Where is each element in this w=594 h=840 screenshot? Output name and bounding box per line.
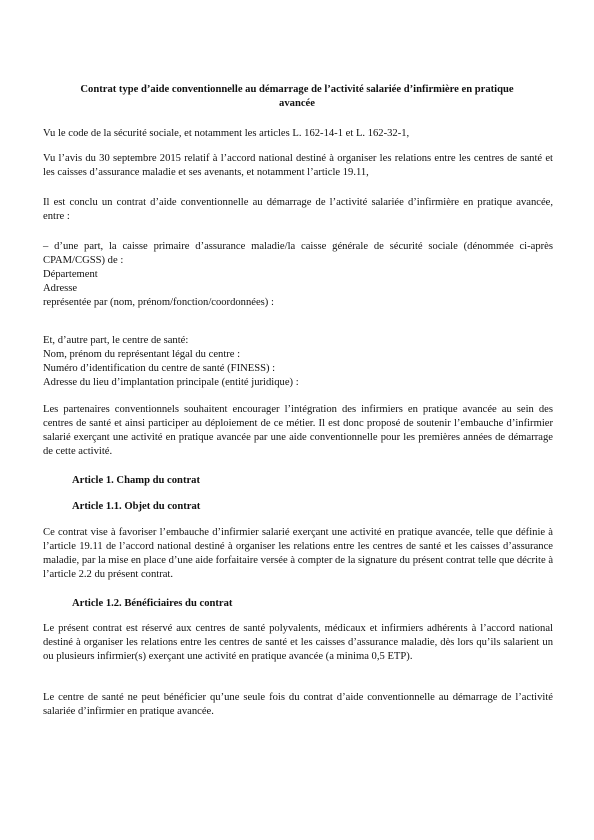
heading-article-1: Article 1. Champ du contrat [72,475,200,486]
paragraph-une-seule-fois: Le centre de santé ne peut bénéficier qu’une seule fois du contrat d’aide conventionnelle au démarrage de l’activité salariée d’infirmier en pratique avancée. [43,692,553,717]
paragraph-vu-avis: Vu l’avis du 30 septembre 2015 relatif à l’accord national destiné à organiser les relations entre les centres de santé et les caisses d’assurance maladie et ses avenants, et notamment l’article 19.11, [43,153,553,178]
party-one-intro: – d’une part, la caisse primaire d’assurance maladie/la caisse générale de sécurité sociale (dénommée ci-après CPAM/CGSS) de : [43,241,553,266]
party-one-departement: Département [43,269,98,280]
party-two-finess: Numéro d’identification du centre de santé (FINESS) : [43,363,276,374]
party-two-representant: Nom, prénom du représentant légal du centre : [43,349,241,360]
paragraph-vu-code: Vu le code de la sécurité sociale, et notamment les articles L. 162-14-1 et L. 162-32-1, [43,128,410,139]
paragraph-beneficiaires: Le présent contrat est réservé aux centres de santé polyvalents, médicaux et infirmiers adhérents à l’accord national destiné à organiser les relations entre les centres de santé et les caisses d’assurance maladie, dès lors qu’ils salarient un ou plusieurs infirmier(s) exerçant une activité en pratique avancée (a minima 0,5 ETP). [43,623,553,662]
paragraph-conclu: Il est conclu un contrat d’aide conventionnelle au démarrage de l’activité salariée d’infirmière en pratique avancée, entre : [43,197,553,222]
document-title: Contrat type d’aide conventionnelle au démarrage de l’activité salariée d’infirmière en pratique avancée [80,84,514,109]
party-two-intro: Et, d’autre part, le centre de santé: [43,335,189,346]
party-one-representee: représentée par (nom, prénom/fonction/coordonnées) : [43,297,274,308]
paragraph-objet: Ce contrat vise à favoriser l’embauche d’infirmier salarié exerçant une activité en pratique avancée, telle que définie à l’article 19.11 de l’accord national destiné à organiser les relations entre les centres de santé et les caisses d’assurance maladie, par la mise en place d’une aide forfaitaire versée à compter de la signature du présent contrat telle que décrite à l’article 2.2 du présent contrat. [43,527,554,580]
paragraph-partenaires: Les partenaires conventionnels souhaitent encourager l’intégration des infirmiers en pratique avancée au sein des centres de santé et ainsi participer au déploiement de ce métier. Il est donc proposé de soutenir l’embauche d’infirmier salarié exerçant une activité en pratique avancée par une aide conventionnelle pour les premières années de démarrage de cette activité. [43,404,553,457]
party-two-adresse: Adresse du lieu d’implantation principale (entité juridique) : [43,377,299,388]
party-one-block [43,240,553,310]
heading-article-1-1: Article 1.1. Objet du contrat [72,501,201,512]
party-two-block [43,334,553,390]
heading-article-1-2: Article 1.2. Bénéficiaires du contrat [72,598,233,609]
party-one-adresse: Adresse [43,283,78,294]
